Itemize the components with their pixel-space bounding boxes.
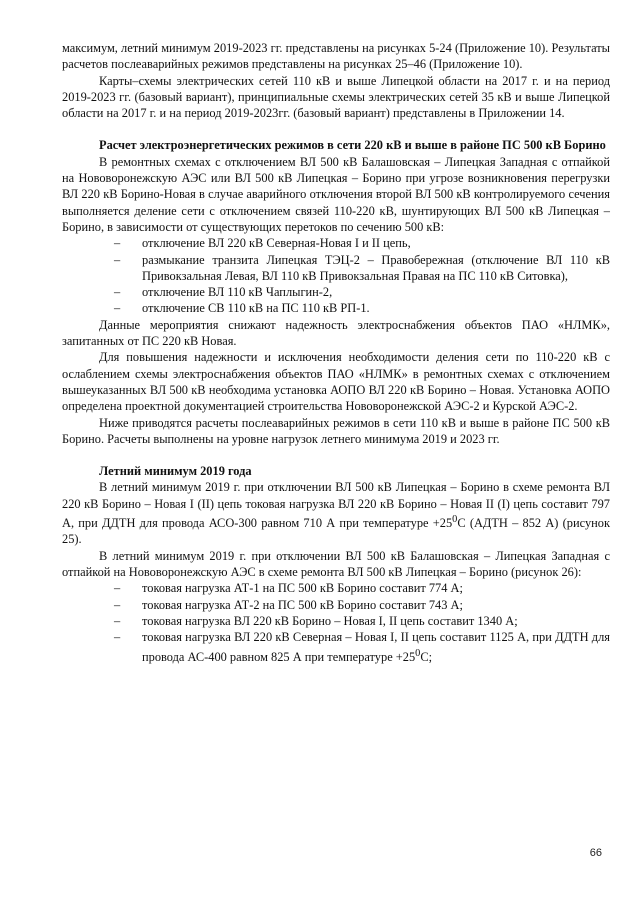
list-item: – размыкание транзита Липецкая ТЭЦ-2 – Правобережная (отключение ВЛ 110 кВ Привокзальная Левая, ВЛ 110 кВ Привокзальная Правая на ПС 110 кВ Ситовка), bbox=[114, 252, 610, 285]
measures-list bbox=[62, 235, 610, 316]
list-item: – отключение ВЛ 220 кВ Северная-Новая I и II цепь, bbox=[114, 235, 610, 251]
loads-list bbox=[62, 580, 610, 665]
list-item: – отключение СВ 110 кВ на ПС 110 кВ РП-1. bbox=[114, 300, 610, 316]
list-item: – токовая нагрузка АТ-1 на ПС 500 кВ Борино составит 774 А; bbox=[114, 580, 610, 596]
section-heading-summer-minimum: Летний минимум 2019 года bbox=[99, 464, 252, 479]
text-part: С (АДТН – 852 А) (рисунок 25). bbox=[62, 516, 611, 547]
paragraph-calculations: Ниже приводятся расчеты послеаварийных режимов в сети 110 кВ и выше в районе ПС 500 кВ Борино. Расчеты выполнены на уровне нагрузок летнего минимума 2019 и 2023 гг. bbox=[62, 415, 610, 446]
spacer bbox=[62, 447, 610, 463]
text-part: В летний минимум 2019 г. при отключении ВЛ 500 кВ Липецкая – Борино в схеме ремонта ВЛ 220 кВ Борино – Новая I (II) цепь токовая нагрузка ВЛ 220 кВ Борино – Новая II (I) цепь составит 797 А, при ДДТН для провода АСО-300 равном 710 А при температуре +25 bbox=[62, 480, 610, 531]
list-item bbox=[114, 629, 610, 665]
paragraph-summer-2019-second: В летний минимум 2019 г. при отключении ВЛ 500 кВ Балашовская – Липецкая Западная с отпайкой на Нововоронежскую АЭС в схеме ремонта ВЛ 500 кВ Липецкая – Борино (рисунок 26): bbox=[62, 548, 610, 580]
document-page bbox=[62, 40, 610, 665]
paragraph-results: максимум, летний минимум 2019-2023 гг. представлены на рисунках 5-24 (Приложение 10). Результаты расчетов послеаварийных режимов представлены на рисунках 25–46 (Приложение 10). bbox=[62, 41, 610, 72]
paragraph-summer-2019-first bbox=[62, 479, 610, 547]
superscript: 0 bbox=[415, 647, 421, 659]
paragraph-reliability: Данные мероприятия снижают надежность электроснабжения объектов ПАО «НЛМК», запитанных от ПС 220 кВ Новая. bbox=[62, 317, 610, 349]
list-item: – токовая нагрузка ВЛ 220 кВ Борино – Новая I, II цепь составит 1340 А; bbox=[114, 613, 610, 629]
page-number: 66 bbox=[589, 847, 602, 859]
paragraph-maps: Карты–схемы электрических сетей 110 кВ и выше Липецкой области на 2017 г. и на период 2019-2023 гг. (базовый вариант), принципиальные схемы электрических сетей 35 кВ и выше Липецкой области на 2017 г. и на период 2019-2023гг. (базовый вариант) представлены в Приложении 14. bbox=[62, 73, 610, 121]
text-part: С; bbox=[420, 649, 433, 664]
list-item: – отключение ВЛ 110 кВ Чаплыгин-2, bbox=[114, 284, 610, 300]
list-item: – токовая нагрузка АТ-2 на ПС 500 кВ Борино составит 743 А; bbox=[114, 597, 610, 613]
text-part: токовая нагрузка ВЛ 220 кВ Северная – Новая I, II цепь составит 1125 А, при ДДТН для провода АС-400 равном 825 А при температуре +25 bbox=[142, 630, 610, 664]
paragraph-aopo: Для повышения надежности и исключения необходимости деления сети по 110-220 кВ с ослаблением схемы электроснабжения объектов ПАО «НЛМК» в ремонтных схемах с отключением вышеуказанных ВЛ 500 кВ необходима установка АОПО ВЛ 220 кВ Борино – Новая. Установка АОПО определена проектной документацией строительства Нововоронежской АЭС-2 и Курской АЭС-2. bbox=[62, 350, 610, 414]
spacer bbox=[62, 121, 610, 137]
section-heading-calculation: Расчет электроэнергетических режимов в сети 220 кВ и выше в районе ПС 500 кВ Борино bbox=[99, 138, 606, 153]
paragraph-repair-schemes: В ремонтных схемах с отключением ВЛ 500 кВ Балашовская – Липецкая Западная с отпайкой на Нововоронежскую АЭС или ВЛ 500 кВ Липецкая – Борино при угрозе возникновения перегрузки ВЛ 220 кВ Борино-Новая в случае аварийного отключения второй ВЛ 500 кВ контролируемого сечения выполняется деление сети с отключением связей 110-220 кВ, шунтирующих ВЛ 500 кВ Липецкая – Борино, в зависимости от существующих перетоков по сечению 500 кВ: bbox=[62, 154, 610, 234]
superscript: 0 bbox=[452, 514, 458, 526]
